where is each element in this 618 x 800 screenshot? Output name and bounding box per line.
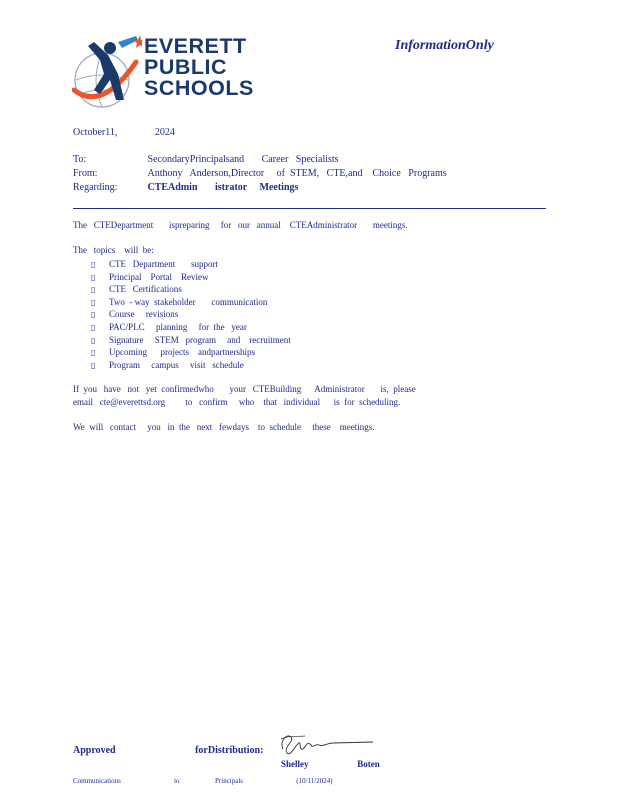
signature-icon bbox=[277, 731, 377, 757]
approved-for-distribution: Approved forDistribution: bbox=[73, 745, 264, 756]
bullet-icon: ▯ bbox=[91, 285, 96, 295]
memo-regarding-row bbox=[73, 182, 298, 193]
list-item bbox=[91, 359, 291, 372]
topic-text: CTE Certifications bbox=[109, 284, 182, 295]
topic-text: Principal Portal Review bbox=[109, 271, 209, 282]
footer-note: Communications to Principals (10/11/2024) bbox=[73, 777, 333, 785]
signer-name: Shelley Boten bbox=[281, 759, 380, 769]
topic-text: CTE Department support bbox=[109, 259, 218, 269]
memo-regarding-value: CTEAdmin istrator Meetings bbox=[147, 182, 299, 193]
bullet-icon: ▯ bbox=[91, 348, 96, 358]
bullet-icon: ▯ bbox=[91, 297, 96, 307]
bullet-icon: ▯ bbox=[91, 335, 96, 345]
bullet-icon: ▯ bbox=[91, 260, 96, 269]
list-item bbox=[91, 271, 291, 284]
memo-date: October11, 2024 bbox=[73, 127, 175, 138]
information-only-notice: InformationOnly bbox=[395, 38, 494, 53]
bullet-icon: ▯ bbox=[91, 360, 96, 370]
header-divider bbox=[73, 208, 546, 209]
logo-line: SCHOOLS bbox=[144, 76, 254, 100]
confirm-line-2: email cte@everettsd.org to confirm who that individual is for scheduling. bbox=[73, 397, 401, 407]
memo-from-row bbox=[73, 168, 447, 179]
memo-to-row bbox=[73, 154, 339, 165]
topic-text: Two - way stakeholder communication bbox=[109, 296, 268, 307]
topic-text: PAC/PLC planning for the year bbox=[109, 321, 247, 332]
topic-text: Signature STEM program and recruitment bbox=[109, 334, 291, 345]
logo-line: EVERETT bbox=[144, 34, 247, 58]
topic-text: Course revisions bbox=[109, 309, 179, 320]
bullet-icon: ▯ bbox=[91, 322, 96, 332]
bullet-icon: ▯ bbox=[91, 310, 96, 320]
topics-list bbox=[91, 258, 291, 371]
list-item bbox=[91, 346, 291, 359]
list-item bbox=[91, 334, 291, 347]
intro-paragraph: The CTEDepartment ispreparing for our annual CTEAdministrator meetings. bbox=[73, 220, 408, 230]
topic-text: Program campus visit schedule bbox=[109, 359, 244, 370]
memo-from-value: Anthony Anderson,Director of STEM, CTE,and Choice Programs bbox=[147, 168, 447, 179]
district-logo bbox=[72, 34, 252, 112]
logo-wordmark bbox=[144, 36, 254, 99]
topics-intro: The topics will be: bbox=[73, 245, 154, 255]
closing-paragraph: We will contact you in the next fewdays to schedule these meetings. bbox=[73, 422, 375, 432]
list-item bbox=[91, 296, 291, 309]
list-item bbox=[91, 321, 291, 334]
logo-line: PUBLIC bbox=[144, 55, 228, 79]
memo-to-value: SecondaryPrincipalsand Career Specialists bbox=[147, 154, 339, 165]
list-item bbox=[91, 258, 291, 271]
bullet-icon: ▯ bbox=[91, 272, 96, 282]
memo-from-label: From: bbox=[73, 168, 98, 179]
memo-to-label: To: bbox=[73, 154, 87, 165]
topic-text: Upcoming projects andpartnerships bbox=[109, 347, 255, 358]
memo-regarding-label: Regarding: bbox=[73, 182, 118, 193]
logo-figure-icon bbox=[72, 34, 142, 112]
list-item bbox=[91, 283, 291, 296]
list-item bbox=[91, 308, 291, 321]
confirm-line-1: If you have not yet confirmedwho your CTEBuilding Administrator is, please bbox=[73, 384, 416, 394]
